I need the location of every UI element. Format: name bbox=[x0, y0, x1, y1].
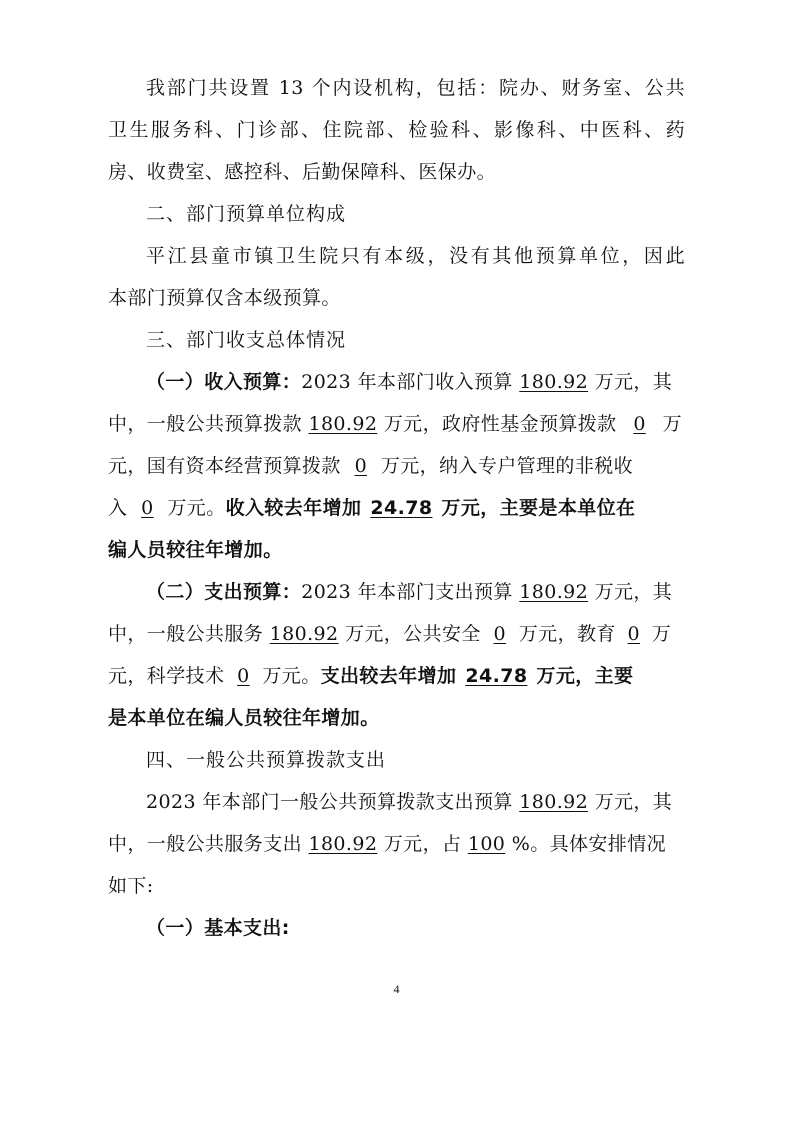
income-increase-text: 收入较去年增加 bbox=[225, 497, 362, 519]
income-budget-text: 万元，纳入专户管理的非税收 bbox=[380, 455, 634, 477]
expense-total-value: 180.92 bbox=[519, 581, 589, 603]
expense-budget-text: 万元，教育 bbox=[518, 623, 616, 645]
income-increase-value: 24.78 bbox=[370, 497, 433, 519]
income-budget-line-1 bbox=[146, 370, 685, 394]
org-structure-line-3: 房、收费室、感控科、后勤保障科、医保办。 bbox=[108, 161, 497, 183]
general-service-percent-value: 100 bbox=[467, 833, 506, 855]
expense-budget-text: 万元，公共安全 bbox=[338, 623, 481, 645]
heading-overall-revenue-expense: 三、部门收支总体情况 bbox=[146, 329, 347, 351]
income-budget-text: 万元，政府性基金预算拨款 bbox=[377, 413, 617, 435]
expense-budget-text: 中，一般公共服务 bbox=[108, 623, 270, 645]
income-budget-text: 万元。 bbox=[167, 497, 226, 519]
expense-budget-text: 元，科学技术 bbox=[108, 665, 225, 687]
general-budget-text: %。具体安排情况 bbox=[505, 833, 666, 855]
expense-public-security-value: 0 bbox=[493, 623, 507, 645]
income-budget-text: 万 bbox=[662, 413, 682, 435]
income-total-value: 180.92 bbox=[519, 371, 589, 393]
expense-increase-text: 万元，主要 bbox=[536, 665, 634, 687]
expense-budget-text: 万元。 bbox=[262, 665, 321, 687]
heading-general-public-budget: 四、一般公共预算拨款支出 bbox=[146, 749, 387, 771]
expense-increase-text: 支出较去年增加 bbox=[320, 665, 457, 687]
income-general-value: 180.92 bbox=[308, 413, 378, 435]
expense-increase-value: 24.78 bbox=[465, 665, 528, 687]
income-budget-line-3 bbox=[108, 454, 685, 478]
income-budget-label: （一）收入预算： bbox=[146, 371, 302, 393]
income-nontax-value: 0 bbox=[141, 497, 154, 519]
expense-budget-label: （二）支出预算： bbox=[146, 581, 302, 603]
income-budget-text: 2023 年本部门收入预算 bbox=[301, 371, 520, 393]
expense-budget-text: 万 bbox=[651, 623, 672, 645]
expense-budget-text: 万元，其 bbox=[588, 581, 673, 603]
income-fund-value: 0 bbox=[633, 413, 646, 435]
general-budget-text: 万元，其 bbox=[588, 791, 673, 813]
general-budget-text: 中，一般公共服务支出 bbox=[108, 833, 309, 855]
income-state-capital-value: 0 bbox=[354, 455, 368, 477]
expense-budget-line-4: 是本单位在编人员较往年增加。 bbox=[108, 707, 380, 729]
income-budget-text: 中，一般公共预算拨款 bbox=[108, 413, 309, 435]
general-budget-text: 2023 年本部门一般公共预算拨款支出预算 bbox=[146, 791, 520, 813]
income-budget-line-5: 编人员较往年增加。 bbox=[108, 539, 283, 561]
general-budget-line-2 bbox=[108, 832, 685, 856]
income-budget-line-4 bbox=[108, 496, 685, 520]
budget-units-line-2: 本部门预算仅含本级预算。 bbox=[108, 287, 341, 309]
page-number: 4 bbox=[393, 982, 400, 996]
income-increase-text: 万元，主要是本单位在 bbox=[441, 497, 636, 519]
income-budget-text: 元，国有资本经营预算拨款 bbox=[108, 455, 341, 477]
expense-budget-line-1 bbox=[146, 580, 685, 604]
expense-budget-line-2 bbox=[108, 622, 685, 646]
org-structure-line-2: 卫生服务科、门诊部、住院部、检验科、影像科、中医科、药 bbox=[108, 119, 685, 141]
budget-units-line-1: 平江县童市镇卫生院只有本级，没有其他预算单位，因此 bbox=[146, 245, 685, 267]
expense-budget-line-3 bbox=[108, 664, 685, 688]
general-budget-text: 万元，占 bbox=[377, 833, 468, 855]
heading-budget-units: 二、部门预算单位构成 bbox=[146, 203, 347, 225]
expense-education-value: 0 bbox=[627, 623, 641, 645]
general-budget-total-value: 180.92 bbox=[519, 791, 589, 813]
income-budget-text: 入 bbox=[108, 497, 128, 519]
expense-science-value: 0 bbox=[237, 665, 250, 687]
income-budget-text: 万元，其 bbox=[588, 371, 673, 393]
general-service-expense-value: 180.92 bbox=[308, 833, 378, 855]
expense-budget-text: 2023 年本部门支出预算 bbox=[301, 581, 520, 603]
general-budget-line-3: 如下: bbox=[108, 875, 154, 897]
org-structure-line-1: 我部门共设置 13 个内设机构，包括：院办、财务室、公共 bbox=[146, 77, 685, 99]
general-budget-line-1 bbox=[146, 790, 685, 814]
income-budget-line-2 bbox=[108, 412, 685, 436]
expense-general-service-value: 180.92 bbox=[269, 623, 339, 645]
subheading-basic-expenditure: （一）基本支出: bbox=[146, 917, 290, 939]
